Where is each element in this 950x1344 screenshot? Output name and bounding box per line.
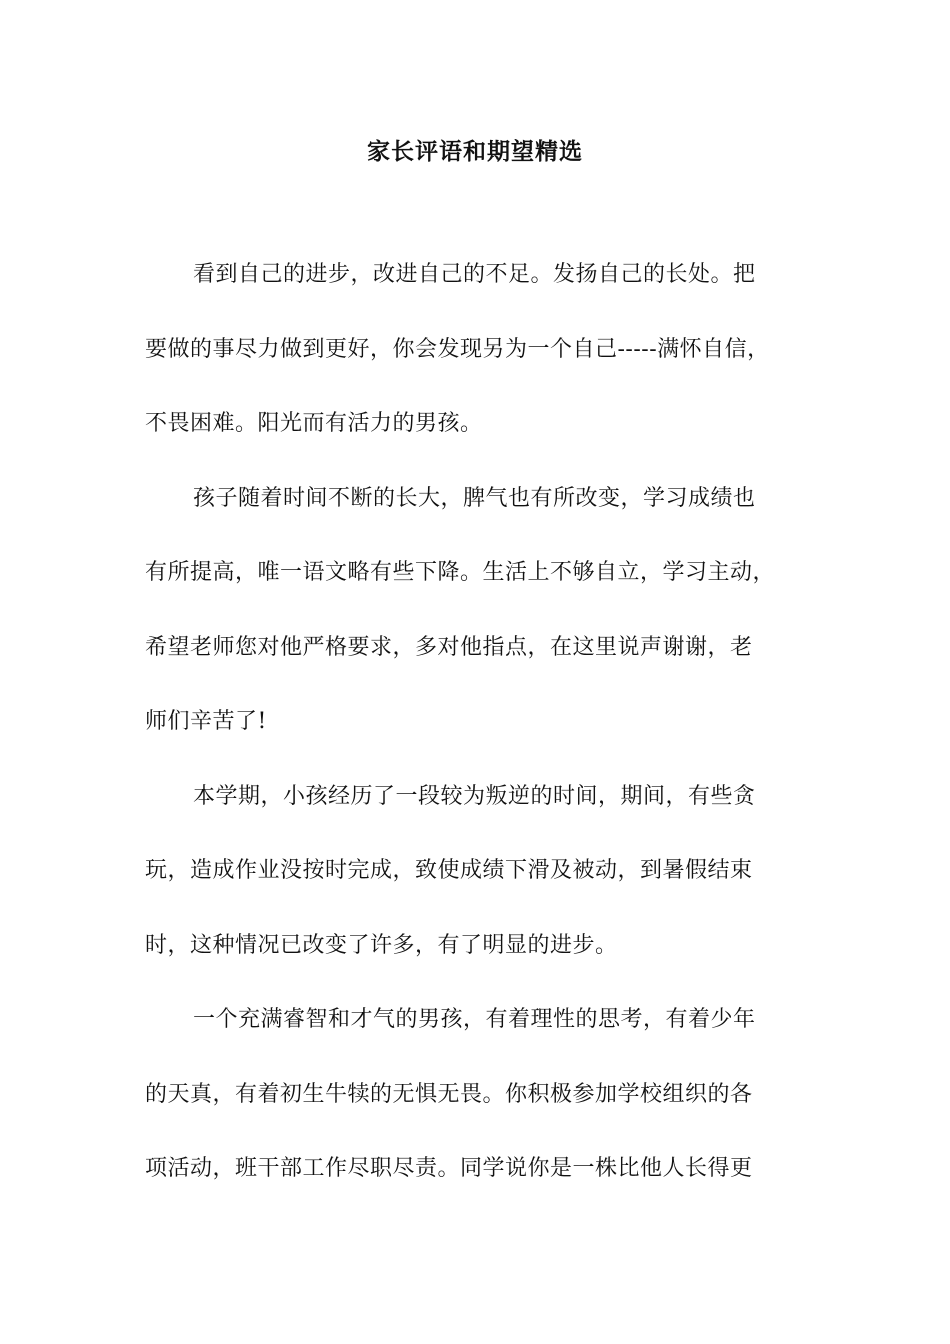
paragraph-2-line-3: 希望老师您对他严格要求，多对他指点，在这里说声谢谢，老 xyxy=(145,635,753,660)
paragraph-1-line-2: 要做的事尽力做到更好，你会发现另为一个自己-----满怀自信， xyxy=(145,337,770,362)
paragraph-3-line-1: 本学期，小孩经历了一段较为叛逆的时间，期间，有些贪 xyxy=(193,784,756,809)
paragraph-3-line-2: 玩，造成作业没按时完成，致使成绩下滑及被动，到暑假结束 xyxy=(145,858,753,883)
paragraph-2-line-2: 有所提高，唯一语文略有些下降。生活上不够自立，学习主动， xyxy=(145,560,776,585)
paragraph-2-line-1: 孩子随着时间不断的长大，脾气也有所改变，学习成绩也 xyxy=(193,486,756,511)
paragraph-2-line-4: 师们辛苦了! xyxy=(145,709,267,734)
paragraph-4-line-1: 一个充满睿智和才气的男孩，有着理性的思考，有着少年 xyxy=(193,1007,756,1032)
document-title: 家长评语和期望精选 xyxy=(367,138,583,165)
paragraph-1-line-1: 看到自己的进步，改进自己的不足。发扬自己的长处。把 xyxy=(193,262,756,287)
paragraph-4-line-2: 的天真，有着初生牛犊的无惧无畏。你积极参加学校组织的各 xyxy=(145,1082,753,1107)
paragraph-3-line-3: 时，这种情况已改变了许多，有了明显的进步。 xyxy=(145,933,618,958)
paragraph-1-line-3: 不畏困难。阳光而有活力的男孩。 xyxy=(145,411,483,436)
paragraph-4-line-3: 项活动，班干部工作尽职尽责。同学说你是一株比他人长得更 xyxy=(145,1156,753,1181)
